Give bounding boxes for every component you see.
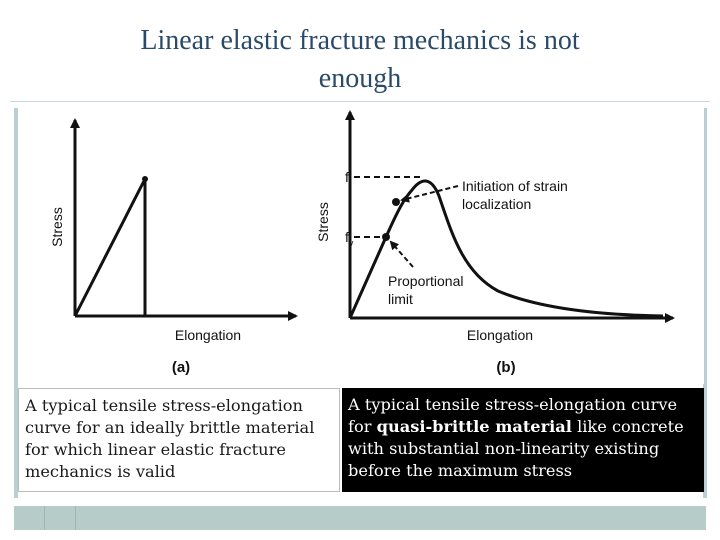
panel-b-x-label: Elongation [466, 327, 534, 343]
panel-b-tag: (b) [496, 359, 516, 376]
panel-b-strain-annotation-2: localization [462, 196, 532, 212]
panel-a-tag: (a) [171, 359, 191, 376]
caption-right-bold: quasi-brittle material [376, 417, 572, 436]
footer-pattern [14, 506, 706, 530]
slide-title [40, 22, 680, 98]
panel-b [315, 112, 673, 376]
caption-right-text-1: A typical tensile stress-elongation curve for [348, 395, 678, 436]
footer-cell [45, 506, 76, 530]
title-line-1: Linear elastic fracture mechanics is not [140, 25, 580, 56]
footer-cell [14, 506, 45, 530]
caption-brittle: A typical tensile stress-elongation curve for an ideally brittle material for which linear elastic fracture mechanics is valid [18, 388, 340, 492]
caption-right-text-2: like concrete with substantial non-linearity existing before the maximum stress [348, 417, 684, 480]
caption-quasi-brittle [342, 388, 704, 492]
panel-a-elastic-line [75, 179, 145, 316]
panel-b-localization-point [392, 198, 400, 206]
panel-b-prop-annotation-2: limit [388, 291, 413, 307]
panel-b-proportional-point [382, 233, 390, 241]
panel-a-y-label: Stress [49, 207, 65, 247]
panel-a [49, 120, 296, 376]
panel-b-prop-pointer [391, 242, 413, 267]
title-line-2: enough [318, 63, 402, 94]
panel-b-strain-annotation-1: Initiation of strain [462, 178, 568, 194]
panel-b-prop-annotation-1: Proportional [388, 273, 464, 289]
panel-b-y-label: Stress [315, 202, 331, 242]
panel-b-fy-label: $f_y$ [345, 229, 354, 248]
panel-b-ft-label: $f_t$ [345, 169, 352, 188]
figure-panel [18, 102, 704, 384]
panel-a-x-label: Elongation [174, 327, 242, 343]
panel-a-peak-point [142, 176, 148, 182]
stress-elongation-figure [18, 102, 704, 384]
